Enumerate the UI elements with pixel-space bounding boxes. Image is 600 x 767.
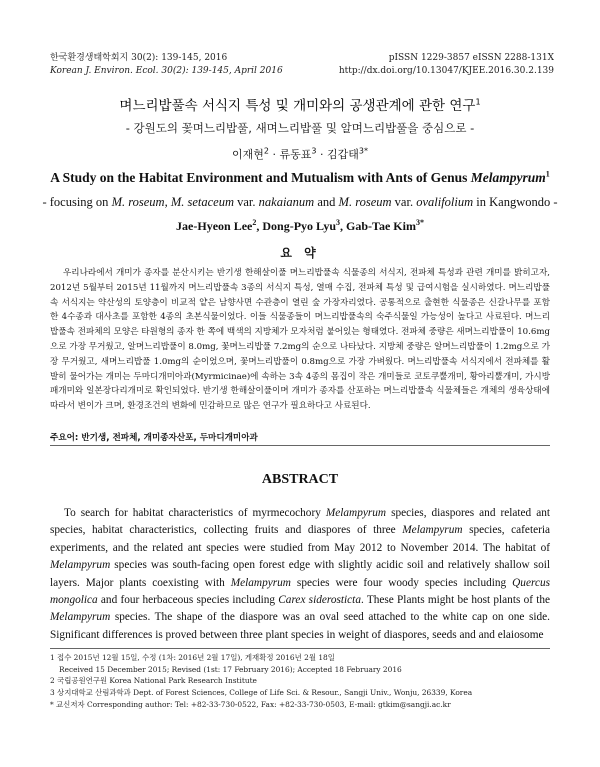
summary-korean: 우리나라에서 개미가 종자를 분산시키는 반기생 한해살이풀 며느리밥풀속 식물종의 서식지, 전파체 특성과 관련 개미를 밝히고자, 2012년 5월부터 2015년 11월까지 며느리밥풀속 3종의 서식지 특성, 열매 수집, 전파체 특성 및 급여시험을 실시하였다. 며느리밥풀속 서식지는 약산성의 토양층이 비교적 얕은 남향사면 수관층이 열린 숲 가장자리였다. 공통적으로 출현한 식물종은 신갈나무를 포함한 4수종과 대사초를 포함한 4종의 초본식물이었다. 이들 식물종들이 며느리밥풀속의 숙주식물일 가능성이 높다고 사료된다. 며느리밥풀속 전파체의 모양은 타원형의 종자 한 쪽에 백색의 지방체가 모자처럼 붙어있는 형태였다. 전파체 중량은 새며느리밥풀이 10.6mg으로 가장 무거웠고, 알며느리밥풀이 8.0mg, 꽃며느리밥풀 7.2mg의 순으로 나타났다. 지방체 중량은 알며느리밥풀이 1.2mg으로 가장 무거웠고, 새며느리밥풀 1.0mg의 순이었으며, 꽃며느리밥풀이 0.8mg으로 가장 가벼웠다. 며느리밥풀속 서식지에서 전파체를 활발히 물어가는 개미는 두마디개미아과(Myrmicinae)에 속하는 3속 4종의 몸집이 작은 개미들로 코토쿠뿔개미, 황아리뿔개미, 가시방패개미와 일본장다리개미로 확인되었다. 반기생 한해살이풀이며 개미가 종자를 산포하는 며느리밥풀속 식물체들은 개체의 생육상태에 따라서 변이가 크며, 환경조건의 변화에 민감하므로 많은 연구가 필요하다고 사료된다. bbox=[50, 268, 550, 412]
title-korean bbox=[0, 94, 600, 114]
species-name: Quercus mongolica bbox=[50, 576, 550, 607]
title-korean-footnote-mark: 1 bbox=[475, 97, 481, 107]
subtitle-en-part: and bbox=[314, 195, 339, 209]
title-english bbox=[0, 170, 600, 186]
divider bbox=[50, 445, 550, 446]
footnote-1: 1 접수 2015년 12월 15일, 수정 (1차: 2016년 2월 17일), 게재확정 2016년 2월 18일 bbox=[50, 653, 335, 662]
author-en-3-mark: 3* bbox=[415, 218, 424, 227]
journal-name-en: Korean J. Environ. Ecol. 30(2): 139-145, April 2016 bbox=[50, 66, 283, 76]
journal-header bbox=[50, 52, 283, 78]
abstract-text: . These Plants might be host plants of the bbox=[360, 594, 551, 607]
keywords-korean: 주요어: 반기생, 전파체, 개미종자산포, 두마디개미아과 bbox=[50, 433, 258, 443]
author-en-1-mark: 2 bbox=[252, 218, 257, 227]
subtitle-korean: - 강원도의 꽃며느리밥풀, 새며느리밥풀 및 알며느리밥풀을 중심으로 - bbox=[125, 121, 475, 135]
abstract-english bbox=[50, 505, 550, 644]
abstract-text: species were four woody species including bbox=[290, 576, 513, 589]
footnotes bbox=[50, 652, 550, 711]
subtitle-en-part: var. bbox=[391, 195, 417, 209]
author-ko-2: 류동표 bbox=[279, 148, 312, 161]
abstract-text: species, diaspores and related ant species, habitat characteristics, collecting fruits and diaspores of three bbox=[50, 507, 550, 537]
author-ko-3: 김갑태 bbox=[326, 148, 359, 161]
footnote-corresponding: * 교신저자 Corresponding author: Tel: +82-33-730-0522, Fax: +82-33-730-0503, E-mail: gtkim@sangji.ac.kr bbox=[50, 699, 451, 709]
footnote-3: 3 상지대학교 산림과학과 Dept. of Forest Sciences, College of Life Sci. & Resour., Sangji Univ., Wonju, 26339, Korea bbox=[50, 688, 473, 698]
title-english-genus: Melampyrum bbox=[470, 170, 546, 185]
author-ko-1-mark: 2 bbox=[263, 146, 269, 156]
abstract-text: species, cafeteria experiments, and the related ant species were studied from May 2012 to November 2014. The habitat of bbox=[50, 524, 551, 554]
species-name: Melampyrum bbox=[325, 507, 387, 519]
species-name: Melampyrum bbox=[230, 576, 291, 589]
issn-doi-header bbox=[339, 52, 554, 78]
authors-english bbox=[0, 219, 600, 234]
subtitle-en-part: in Kangwondo - bbox=[473, 195, 558, 209]
title-english-text: A Study on the Habitat Environment and Mutualism with Ants of Genus bbox=[50, 170, 471, 185]
author-en-2: , Dong-Pyo Lyu bbox=[256, 219, 337, 233]
issn: pISSN 1229-3857 eISSN 2288-131X bbox=[388, 53, 554, 63]
author-separator: · bbox=[269, 148, 280, 161]
footnote-2: 2 국립공원연구원 Korea National Park Research Institute bbox=[50, 676, 257, 686]
author-en-2-mark: 3 bbox=[336, 218, 341, 227]
title-english-footnote-mark: 1 bbox=[545, 169, 550, 179]
abstract-text: To search for habitat characteristics of myrmecochory bbox=[64, 507, 326, 519]
species-name: M. roseum, M. setaceum bbox=[111, 195, 234, 209]
author-ko-1: 이재현 bbox=[232, 148, 264, 161]
author-ko-3-mark: 3* bbox=[358, 146, 368, 156]
author-separator: · bbox=[316, 148, 327, 161]
footnote-1-en: Received 15 December 2015; Revised (1st: 17 February 2016); Accepted 18 February 2016 bbox=[59, 664, 402, 674]
species-name: Melampyrum bbox=[50, 559, 111, 572]
species-name: M. roseum bbox=[338, 195, 392, 209]
journal-name-ko: 한국환경생태학회지 30(2): 139-145, 2016 bbox=[50, 53, 228, 63]
subtitle-en-part: var. bbox=[234, 195, 259, 209]
abstract-text: species. The shape of the diaspore was an oval seed attached to the white cap on one side. Significant differences is proved between three plant species in weight of diaspores, seeds and and elaiosome bbox=[50, 611, 550, 641]
subtitle-en-part: - focusing on bbox=[42, 195, 112, 209]
species-name: nakaianum bbox=[258, 195, 315, 209]
summary-heading: 요 약 bbox=[280, 246, 320, 260]
author-en-1: Jae-Hyeon Lee bbox=[176, 219, 253, 233]
abstract-text: and four herbaceous species including bbox=[97, 594, 279, 607]
author-en-3: , Gab-Tae Kim bbox=[340, 219, 416, 233]
doi-link[interactable]: http://dx.doi.org/10.13047/KJEE.2016.30.2.139 bbox=[338, 66, 554, 76]
species-name: Carex siderosticta bbox=[278, 594, 361, 607]
title-korean-text: 며느리밥풀속 서식지 특성 및 개미와의 공생관계에 관한 연구 bbox=[119, 98, 476, 114]
abstract-text: species was south-facing open forest edge with slightly acidic soil and relatively shallow soil layers. Major plants coexisting with bbox=[50, 559, 550, 589]
species-name: ovalifolium bbox=[416, 195, 474, 209]
footnote-divider bbox=[50, 648, 550, 649]
author-ko-2-mark: 3 bbox=[311, 146, 317, 156]
authors-korean bbox=[0, 146, 600, 162]
species-name: Melampyrum bbox=[402, 524, 463, 537]
abstract-heading: ABSTRACT bbox=[261, 472, 339, 487]
species-name: Melampyrum bbox=[50, 611, 111, 624]
subtitle-english bbox=[0, 195, 600, 210]
